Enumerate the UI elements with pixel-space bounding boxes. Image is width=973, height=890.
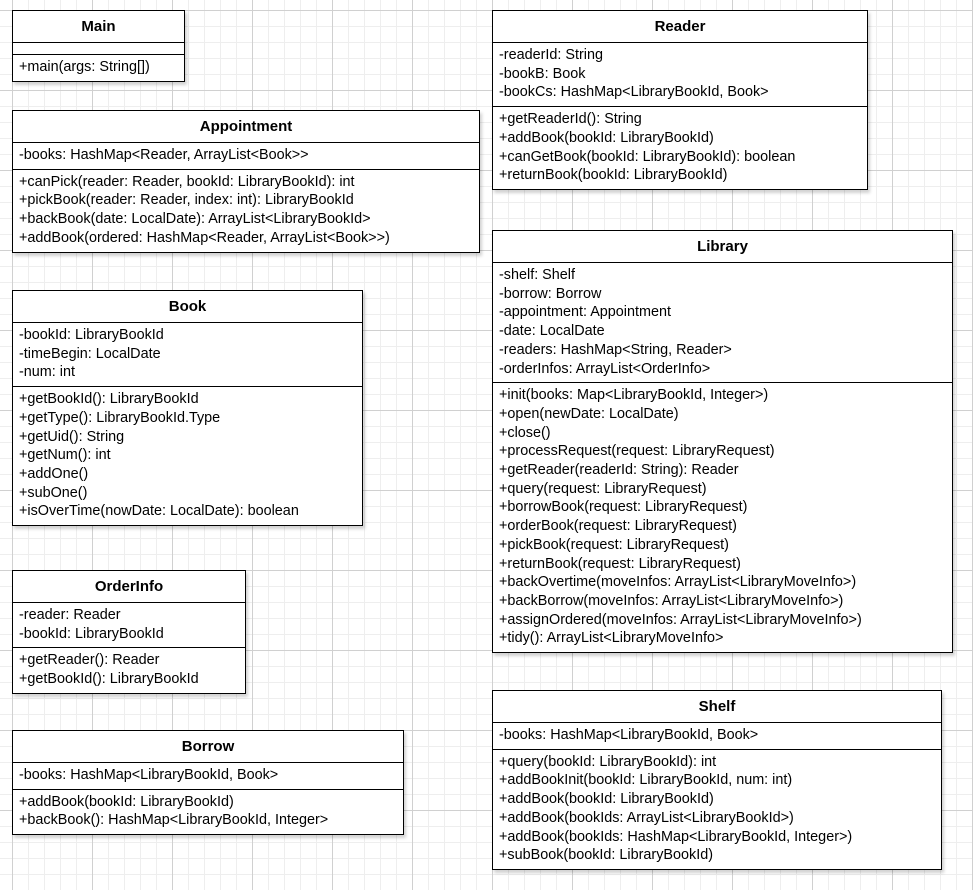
method: +addBook(bookIds: ArrayList<LibraryBookId>): [499, 809, 794, 826]
method: +getReader(): Reader: [19, 652, 160, 669]
class-methods: [13, 386, 362, 525]
attribute: -bookId: LibraryBookId: [19, 625, 164, 642]
class-main[interactable]: [12, 10, 185, 82]
attribute: -books: HashMap<Reader, ArrayList<Book>>: [19, 147, 309, 163]
method: +query(request: LibraryRequest): [499, 480, 707, 497]
attribute: -num: int: [19, 364, 75, 381]
method: +getBookId(): LibraryBookId: [19, 671, 199, 688]
class-methods: [13, 169, 479, 252]
class-name: Main: [13, 11, 184, 43]
method: +addBook(bookId: LibraryBookId): [19, 793, 234, 810]
method: +processRequest(request: LibraryRequest): [499, 443, 775, 460]
method: +pickBook(reader: Reader, index: int): LibraryBookId: [19, 192, 354, 209]
attribute: -orderInfos: ArrayList<OrderInfo>: [499, 360, 711, 377]
method: +backBook(): HashMap<LibraryBookId, Integer>: [19, 812, 329, 829]
method: +returnBook(bookId: LibraryBookId): [499, 167, 728, 184]
class-library[interactable]: [492, 230, 953, 653]
attribute: -readerId: String: [499, 47, 603, 63]
attribute: -bookId: LibraryBookId: [19, 327, 164, 343]
method: +backBook(date: LocalDate): ArrayList<LibraryBookId>: [19, 211, 371, 228]
method: +query(bookId: LibraryBookId): int: [499, 753, 717, 770]
class-appointment[interactable]: [12, 110, 480, 253]
class-name: Borrow: [13, 731, 403, 763]
method: +getReader(readerId: String): Reader: [499, 462, 739, 479]
attribute: -books: HashMap<LibraryBookId, Book>: [499, 727, 759, 743]
class-methods: [13, 789, 403, 834]
class-methods: [493, 749, 941, 869]
class-attributes: [493, 263, 952, 382]
method: +backOvertime(moveInfos: ArrayList<LibraryMoveInfo>): [499, 574, 857, 591]
method: +returnBook(request: LibraryRequest): [499, 555, 741, 572]
method: +getUid(): String: [19, 428, 125, 445]
class-attributes: [13, 603, 245, 647]
class-methods: [13, 54, 184, 81]
method: +open(newDate: LocalDate): [499, 405, 679, 422]
class-name: Appointment: [13, 111, 479, 143]
class-reader[interactable]: [492, 10, 868, 190]
attribute: -borrow: Borrow: [499, 285, 602, 302]
method: +getType(): LibraryBookId.Type: [19, 409, 221, 426]
class-methods: [13, 647, 245, 692]
method: +canPick(reader: Reader, bookId: LibraryBookId): int: [19, 173, 355, 190]
attribute: -timeBegin: LocalDate: [19, 345, 161, 362]
attribute: -books: HashMap<LibraryBookId, Book>: [19, 767, 279, 783]
class-name: OrderInfo: [13, 571, 245, 603]
method: +orderBook(request: LibraryRequest): [499, 518, 737, 535]
method: +addOne(): [19, 465, 89, 482]
attribute: -bookCs: HashMap<LibraryBookId, Book>: [499, 84, 769, 101]
class-methods: [493, 106, 867, 189]
method: +main(args: String[]): [19, 59, 150, 75]
class-attributes: [13, 323, 362, 386]
method: +canGetBook(bookId: LibraryBookId): boolean: [499, 148, 796, 165]
method: +backBorrow(moveInfos: ArrayList<LibraryMoveInfo>): [499, 592, 844, 609]
method: +tidy(): ArrayList<LibraryMoveInfo>: [499, 630, 724, 647]
method: +pickBook(request: LibraryRequest): [499, 536, 729, 553]
class-orderinfo[interactable]: [12, 570, 246, 694]
method: +getNum(): int: [19, 447, 111, 464]
class-borrow[interactable]: [12, 730, 404, 835]
attribute: -readers: HashMap<String, Reader>: [499, 341, 732, 358]
class-attributes: [493, 43, 867, 106]
class-name: Reader: [493, 11, 867, 43]
class-methods: [493, 382, 952, 652]
attribute: -reader: Reader: [19, 607, 121, 623]
method: +subBook(bookId: LibraryBookId): [499, 847, 713, 864]
class-name: Book: [13, 291, 362, 323]
method: +addBookInit(bookId: LibraryBookId, num: int): [499, 772, 793, 789]
method: +addBook(bookId: LibraryBookId): [499, 129, 714, 146]
class-name: Library: [493, 231, 952, 263]
attribute: -date: LocalDate: [499, 323, 605, 340]
class-name: Shelf: [493, 691, 941, 723]
method: +getReaderId(): String: [499, 111, 642, 128]
class-attributes: [13, 143, 479, 169]
method: +addBook(ordered: HashMap<Reader, ArrayList<Book>>): [19, 229, 390, 246]
class-attributes: [13, 43, 184, 54]
class-attributes: [493, 723, 941, 749]
method: +borrowBook(request: LibraryRequest): [499, 499, 748, 516]
method: +addBook(bookIds: HashMap<LibraryBookId, Integer>): [499, 828, 853, 845]
method: +addBook(bookId: LibraryBookId): [499, 791, 714, 808]
method: +isOverTime(nowDate: LocalDate): boolean: [19, 503, 299, 520]
attribute: -bookB: Book: [499, 65, 586, 82]
method: +init(books: Map<LibraryBookId, Integer>): [499, 387, 769, 404]
attribute: -appointment: Appointment: [499, 304, 671, 321]
method: +close(): [499, 424, 551, 441]
class-book[interactable]: [12, 290, 363, 526]
attribute: -shelf: Shelf: [499, 267, 575, 283]
class-attributes: [13, 763, 403, 789]
class-shelf[interactable]: [492, 690, 942, 870]
method: +subOne(): [19, 484, 88, 501]
method: +getBookId(): LibraryBookId: [19, 391, 199, 408]
method: +assignOrdered(moveInfos: ArrayList<LibraryMoveInfo>): [499, 611, 862, 628]
